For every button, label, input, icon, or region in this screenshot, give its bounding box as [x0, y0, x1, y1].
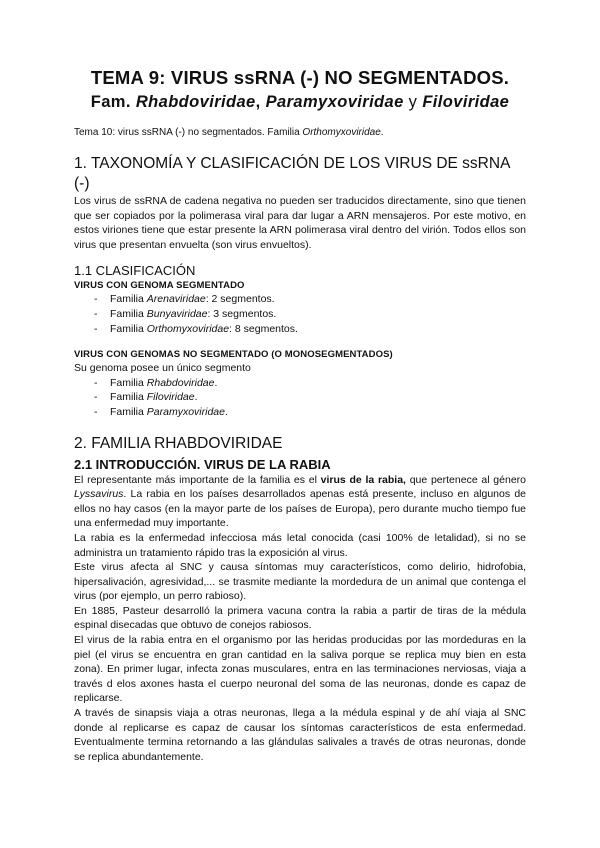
- item-prefix: Familia: [110, 322, 147, 335]
- list-item: [94, 307, 526, 322]
- rabies-paragraph-6: A través de sinapsis viaja a otras neuronas, llega a la médula espinal y de ahí viaja al SNC donde al replicarse es capaz de causar los síntomas característicos de esta enfermedad. Eventualmente termina retornando a las glándulas salivales a través de otras neuronas, donde se replica abundantemente.: [74, 707, 526, 763]
- list-item: [94, 390, 526, 405]
- section-1-1-heading: 1.1 CLASIFICACIÓN: [74, 263, 196, 279]
- nonsegmented-list: [74, 376, 526, 420]
- section-1-heading: 1. TAXONOMÍA Y CLASIFICACIÓN DE LOS VIRUS DE ssRNA (-): [74, 155, 510, 192]
- section-1-paragraph: Los virus de ssRNA de cadena negativa no pueden ser traducidos directamente, sino que tienen que ser copiados por la polimerasa viral para dar lugar a ARN mensajeros. Por este motivo, en estos viriones tiene que estar presente la ARN polimerasa viral dentro del virión. Todos ellos son virus que presentan envuelta (son virus envueltos).: [74, 195, 526, 251]
- item-family: Filoviridae: [146, 391, 195, 404]
- rabies-paragraph-1: [74, 473, 526, 531]
- item-family: Orthomyxoviridae: [146, 322, 230, 335]
- item-family: Bunyaviridae: [146, 307, 208, 320]
- item-suffix: .: [194, 391, 198, 404]
- note-end: .: [380, 127, 384, 138]
- list-item: [94, 292, 526, 307]
- cross-reference-note: [74, 126, 526, 140]
- dash-bullet: -: [94, 293, 98, 306]
- item-prefix: Familia: [110, 307, 147, 320]
- rabies-paragraph-5: El virus de la rabia entra en el organismo por las heridas producidas por las mordeduras en la piel (el virus se encuentra en gran cantidad en la saliva porque se replica muy bien en esta zona). En primer lugar, infecta zonas musculares, entra en las terminaciones nerviosas, viaja a través d elos axones hasta el cuerpo neuronal del soma de las neuronas, donde es capaz de replicarse.: [74, 634, 526, 705]
- item-suffix: : 8 segmentos.: [229, 322, 298, 335]
- item-family: Paramyxoviridae: [146, 405, 225, 418]
- rabies-paragraph-4: En 1885, Pasteur desarrolló la primera vacuna contra la rabia a partir de tiras de la médula espinal disecadas que obtuvo de conejos rabiosos.: [74, 604, 526, 632]
- list-item: [94, 376, 526, 391]
- item-suffix: .: [214, 376, 218, 389]
- subtitle-family-paramyxoviridae: Paramyxoviridae: [265, 93, 404, 111]
- subtitle-separator: ,: [255, 93, 266, 111]
- p1-bold: virus de la rabia,: [320, 473, 406, 486]
- section-2-1-heading: 2.1 INTRODUCCIÓN. VIRUS DE LA RABIA: [74, 456, 331, 472]
- item-suffix: .: [224, 405, 228, 418]
- nonsegmented-heading: VIRUS CON GENOMAS NO SEGMENTADO (O MONOSEGMENTADOS): [74, 349, 393, 361]
- item-suffix: : 2 segmentos.: [205, 293, 275, 306]
- item-prefix: Familia: [110, 405, 147, 418]
- item-suffix: : 3 segmentos.: [207, 307, 277, 320]
- p1-text-c: . La rabia en los países desarrollados apenas está presente, incluso en algunos de ellos no hay casos (en la mayor parte de los países de Europa), pero durante mucho tiempo fue una enfermedad muy importante.: [74, 488, 526, 530]
- p1-text-a: El representante más importante de la familia es el: [74, 473, 321, 486]
- list-item: [94, 322, 526, 337]
- dash-bullet: -: [94, 391, 98, 404]
- dash-bullet: -: [94, 405, 98, 418]
- item-prefix: Familia: [110, 376, 147, 389]
- document-subtitle: [74, 91, 526, 113]
- dash-bullet: -: [94, 376, 98, 389]
- list-item: [94, 405, 526, 420]
- item-prefix: Familia: [110, 391, 147, 404]
- subtitle-family-filoviridae: Filoviridae: [422, 93, 510, 111]
- subtitle-prefix: Fam.: [90, 93, 136, 111]
- segmented-list: [74, 292, 526, 336]
- subtitle-family-rhabdoviridae: Rhabdoviridae: [135, 93, 256, 111]
- section-2-heading: 2. FAMILIA RHABDOVIRIDAE: [74, 434, 283, 452]
- segmented-heading: VIRUS CON GENOMA SEGMENTADO: [74, 280, 245, 292]
- note-family: Orthomyxoviridae: [302, 127, 381, 138]
- item-family: Rhabdoviridae: [146, 376, 215, 389]
- dash-bullet: -: [94, 307, 98, 320]
- item-prefix: Familia: [110, 293, 147, 306]
- item-family: Arenaviridae: [146, 293, 206, 306]
- p1-genus: Lyssavirus: [74, 488, 124, 501]
- note-text: Tema 10: virus ssRNA (-) no segmentados. Familia: [74, 127, 303, 138]
- p1-text-b: que pertenece al género: [405, 473, 526, 486]
- dash-bullet: -: [94, 322, 98, 335]
- rabies-paragraph-2: La rabia es la enfermedad infecciosa más letal conocida (casi 100% de letalidad), si no se administra un tratamiento rápido tras la exposición al virus.: [74, 531, 526, 559]
- nonsegmented-intro: Su genoma posee un único segmento: [74, 362, 251, 375]
- subtitle-and: y: [403, 93, 423, 111]
- document-title: TEMA 9: VIRUS ssRNA (-) NO SEGMENTADOS.: [90, 67, 510, 88]
- rabies-paragraph-3: Este virus afecta al SNC y causa síntomas muy característicos, como delirio, hidrofobia, hipersalivación, agresividad,... se trasmite mediante la mordedura de un animal que contenga el virus (por ejemplo, un perro rabioso).: [74, 561, 526, 603]
